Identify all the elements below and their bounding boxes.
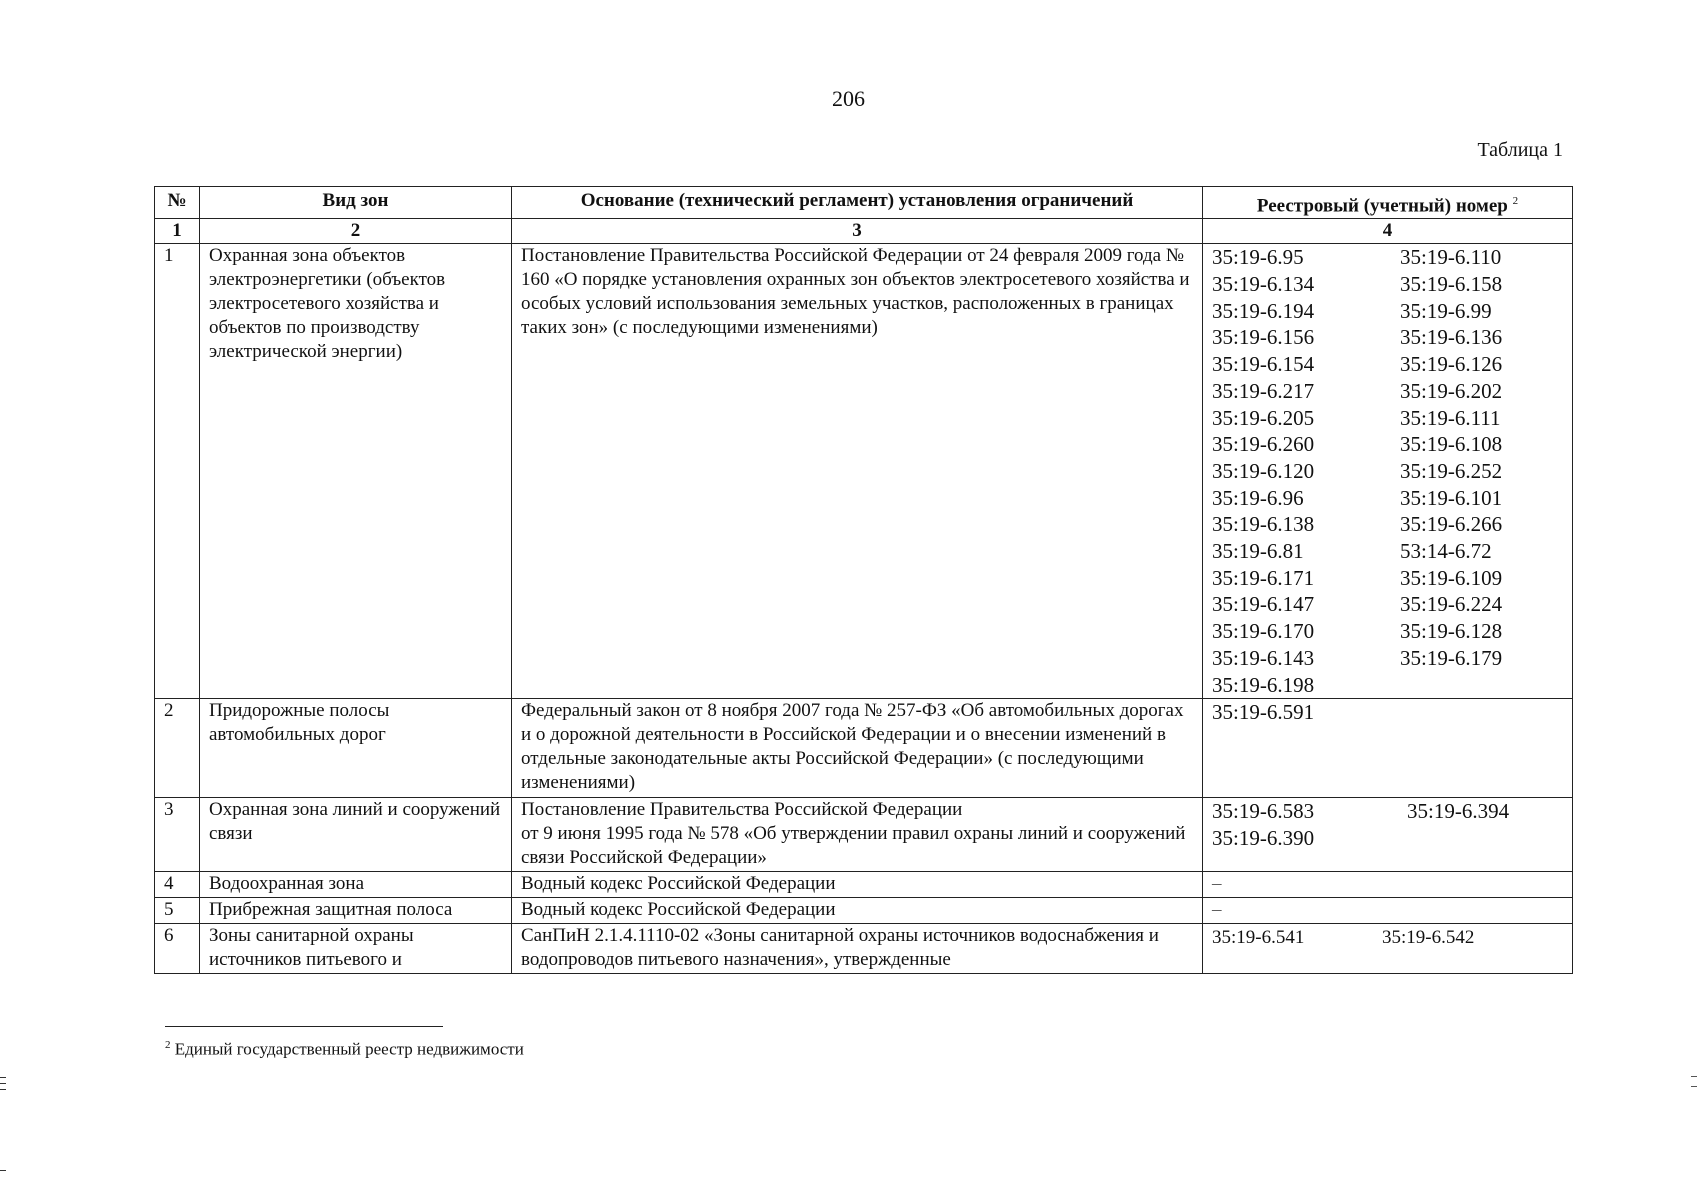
basis-cell: Федеральный закон от 8 ноября 2007 года № 257-ФЗ «Об автомобильных дорогах и о дорожной деятельности в Российской Федерации и о внесении изменений в отдельные законодательные акты Российской Федерации» (с последующими изменениями): [512, 699, 1203, 798]
registry-number: 35:19-6.205: [1212, 405, 1315, 430]
row-number: 6: [155, 924, 200, 974]
table-row: [155, 699, 1573, 798]
registry-number: 35:19-6.217: [1212, 378, 1315, 403]
scan-edge-mark: [1691, 1086, 1697, 1087]
registry-number: 35:19-6.224: [1400, 592, 1503, 617]
zone-type-cell: Охранная зона линий и сооружений связи: [200, 798, 512, 872]
footnote-marker: 2: [1512, 195, 1519, 207]
registry-number: 35:19-6.95: [1212, 245, 1304, 270]
registry-number: 35:19-6.111: [1400, 405, 1501, 430]
registry-empty-dash: –: [1212, 899, 1222, 921]
registry-number: 35:19-6.120: [1212, 458, 1315, 483]
registry-number: 35:19-6.109: [1400, 565, 1503, 590]
registry-number: 35:19-6.81: [1212, 539, 1304, 564]
scan-edge-mark: [0, 1077, 6, 1078]
zone-type-cell: Придорожные полосы автомобильных дорог: [200, 699, 512, 798]
registry-number: 35:19-6.390: [1212, 826, 1315, 851]
registry-cell: [1203, 872, 1573, 898]
column-number: 4: [1203, 219, 1573, 244]
table-row: [155, 924, 1573, 974]
registry-number: 35:19-6.171: [1212, 565, 1315, 590]
table-row: [155, 872, 1573, 898]
scan-edge-mark: [0, 1170, 6, 1171]
footnote: [165, 1039, 524, 1060]
registry-number: 35:19-6.260: [1212, 432, 1315, 457]
row-number: 5: [155, 898, 200, 924]
header-registry: [1203, 187, 1573, 219]
zone-type-cell: Зоны санитарной охраны источников питьевого и: [200, 924, 512, 974]
registry-number: 35:19-6.147: [1212, 592, 1315, 617]
registry-number: 35:19-6.99: [1400, 298, 1492, 323]
registry-number-list: [1212, 244, 1563, 698]
table-row: [155, 244, 1573, 699]
registry-number: 35:19-6.583: [1212, 799, 1315, 824]
restrictions-table: [154, 186, 1573, 974]
header-zone-type: Вид зон: [200, 187, 512, 219]
row-number: 1: [155, 244, 200, 699]
registry-number: 35:19-6.134: [1212, 272, 1315, 297]
registry-number: 35:19-6.170: [1212, 619, 1315, 644]
registry-number: 35:19-6.108: [1400, 432, 1503, 457]
registry-number: 35:19-6.96: [1212, 485, 1304, 510]
scan-edge-mark: [0, 1089, 6, 1090]
row-number: 2: [155, 699, 200, 798]
footnote-text: Единый государственный реестр недвижимости: [174, 1039, 524, 1059]
registry-number: 35:19-6.542: [1382, 927, 1475, 949]
registry-number: 35:19-6.194: [1212, 298, 1315, 323]
registry-number: 35:19-6.128: [1400, 619, 1503, 644]
table-caption: Таблица 1: [1477, 139, 1563, 161]
basis-cell: Водный кодекс Российской Федерации: [512, 898, 1203, 924]
registry-cell: [1203, 244, 1573, 699]
basis-cell: СанПиН 2.1.4.1110-02 «Зоны санитарной охраны источников водоснабжения и водопроводов питьевого назначения», утвержденные: [512, 924, 1203, 974]
basis-line: от 9 июня 1995 года № 578 «Об утверждении правил охраны линий и сооружений связи Российской Федерации»: [521, 823, 1186, 869]
registry-cell: [1203, 924, 1573, 974]
registry-number: 35:19-6.126: [1400, 352, 1503, 377]
footnote-marker: 2: [165, 1039, 171, 1051]
registry-cell: [1203, 798, 1573, 872]
table-row: [155, 898, 1573, 924]
header-row: [155, 187, 1573, 219]
scan-edge-mark: [0, 1083, 6, 1084]
registry-number: 35:19-6.179: [1400, 645, 1503, 670]
row-number: 3: [155, 798, 200, 872]
table-row: [155, 798, 1573, 872]
registry-number: 35:19-6.541: [1212, 927, 1305, 949]
scan-edge-mark: [1691, 1076, 1697, 1077]
registry-number: 35:19-6.394: [1407, 799, 1510, 824]
registry-cell: [1203, 898, 1573, 924]
basis-cell: Постановление Правительства Российской Федерации от 24 февраля 2009 года № 160 «О порядке установления охранных зон объектов электросетевого хозяйства и особых условий использования земельных участков, расположенных в границах таких зон» (с последующими изменениями): [512, 244, 1203, 699]
registry-number: 35:19-6.202: [1400, 378, 1503, 403]
column-number-row: [155, 219, 1573, 244]
registry-number: 35:19-6.156: [1212, 325, 1315, 350]
registry-number: 35:19-6.138: [1212, 512, 1315, 537]
basis-cell: Водный кодекс Российской Федерации: [512, 872, 1203, 898]
basis-cell: [512, 798, 1203, 872]
footnote-separator: [165, 1026, 443, 1027]
registry-number: 35:19-6.158: [1400, 272, 1503, 297]
row-number: 4: [155, 872, 200, 898]
registry-number: 35:19-6.266: [1400, 512, 1503, 537]
registry-cell: [1203, 699, 1573, 798]
header-registry-label: Реестровый (учетный) номер: [1256, 195, 1508, 217]
registry-number: 35:19-6.101: [1400, 485, 1503, 510]
page-number: 206: [832, 86, 865, 111]
basis-line: Постановление Правительства Российской Федерации: [521, 799, 963, 821]
registry-number: 35:19-6.198: [1212, 672, 1315, 697]
header-num: №: [155, 187, 200, 219]
registry-number: 35:19-6.136: [1400, 325, 1503, 350]
registry-number: 53:14-6.72: [1400, 539, 1492, 564]
registry-number: 35:19-6.591: [1212, 700, 1315, 725]
column-number: 3: [512, 219, 1203, 244]
zone-type-cell: Прибрежная защитная полоса: [200, 898, 512, 924]
registry-number: 35:19-6.252: [1400, 458, 1503, 483]
registry-empty-dash: –: [1212, 873, 1222, 895]
registry-number: 35:19-6.154: [1212, 352, 1315, 377]
zone-type-cell: Охранная зона объектов электроэнергетики (объектов электросетевого хозяйства и объектов по производству электрической энергии): [200, 244, 512, 699]
registry-number: 35:19-6.110: [1400, 245, 1502, 270]
column-number: 1: [155, 219, 200, 244]
column-number: 2: [200, 219, 512, 244]
header-basis: Основание (технический регламент) установления ограничений: [512, 187, 1203, 219]
registry-number: 35:19-6.143: [1212, 645, 1315, 670]
zone-type-cell: Водоохранная зона: [200, 872, 512, 898]
